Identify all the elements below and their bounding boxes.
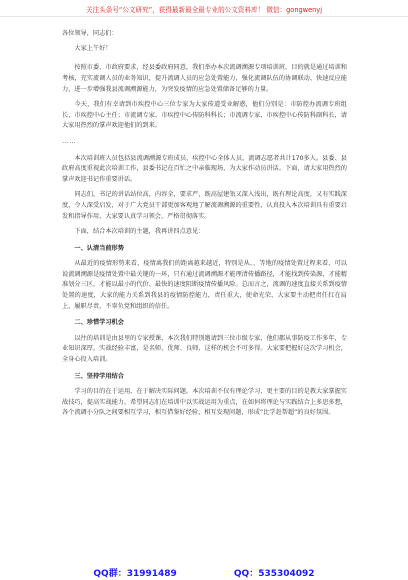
salutation: 各位领导，同志们： — [62, 30, 118, 37]
paragraph: 同志们，书记的讲话站位高，内容全，要求严，既高屋建瓴又深入浅出，既有理论高度，又有实践深度，令人深受启发，对于广大党员干部更加客观地了解流调溯源的重要性，认真投入本次培训具有重要启发和指导作用，大家要认真学习领会，严格贯彻落实。 — [62, 191, 347, 220]
footer — [0, 561, 408, 580]
paragraph: 以往的培训是由县里的专家授课，本次我们特别邀请到三位市级专家，他们都从事防疫工作多年，专业知识深厚，实战经验丰富，是名师、优师、良师，这样的机会不可多得。大家要把握好这次学习机会，全身心投入培训。 — [62, 334, 347, 363]
paragraph: 下面，结合本次培训的主题，我再讲四点意见： — [74, 227, 205, 235]
section-heading: 二、珍惜学习机会 — [74, 319, 124, 327]
document-body — [62, 29, 347, 424]
footer-qq-number: QQ：535304092 — [233, 569, 315, 579]
header-divider — [0, 16, 408, 17]
section-heading: 一、认清当前形势 — [74, 244, 124, 252]
paragraph: 学习的目的在于运用，在于解决实际问题。本次培训不仅有理论学习，更主要的目的是教大家掌握实战技巧，提高实战能力，希望同志们在培训中以实战运用为重点，在如何将理论与实践结合上多思多想，各个流调小分队之间要相互学习，相互借鉴好经验，相互发现问题，形成“比学赶帮超”的良好氛围。 — [62, 388, 347, 417]
greeting: 大家上午好！ — [74, 44, 112, 52]
paragraph: 按照市委、市政府要求，经县委政府同意，我们举办本次流调溯源专项培训班，目的就是通过培训和考核，充实流调人员的业务知识，提升流调人员的应急处置能力，强化流调队伍的协调联动、快速反应能力，进一步增强我县流调溯源能力，为突发疫情的应急处置储备足够的力量。 — [62, 64, 347, 93]
paragraph: 从最近的疫情形势来看，疫情离我们的距离越来越近，特别是从、、等地的疫情处置过程来看，可以说流调溯源是疫情处置中最关键的一环，只有通过流调溯源才能理清传播路径，才能找到传染源，才能精准划分三区，才能以最小的代价、最快的速度阻断疫情传播风险。总而言之，流调的速度直接关系到疫情处置的速度，大家的能力关系到我县的疫情防控能力，责任重大，使命光荣，大家要主动把责任扛在肩上，履职尽责，不辜负党和组织的信任。 — [62, 260, 347, 310]
paragraph: 今天，我们有幸请到市疾控中心三位专家为大家传道受业解惑，他们分别是：市防控办流调专班组长、市疾控中心主任；市流调专家、市疾控中心传防科科长；市流调专家、市疾控中心传防科副科长，请大家用热烈的掌声欢迎他们的到来。 — [62, 100, 347, 130]
paragraph: 本次培训班人员包括县流调溯源专班成员、疾控中心全体人员，流调志愿者共计170多人。县委、县政府高度重视此次培训工作，县委书记在百忙之中亲临现场，为大家作动员讲话。下面，请大家用热烈的掌声欢迎书记作重要讲话。 — [62, 154, 347, 184]
section-heading: 三、坚持学用结合 — [74, 372, 124, 380]
header-banner: 关注头条号“公文研究”，获得最新最全最专业的公文资料库！ 微信：gongwenyj — [85, 6, 323, 14]
separator: …… — [62, 137, 77, 145]
footer-qq-group: QQ群：31991489 — [93, 569, 177, 579]
